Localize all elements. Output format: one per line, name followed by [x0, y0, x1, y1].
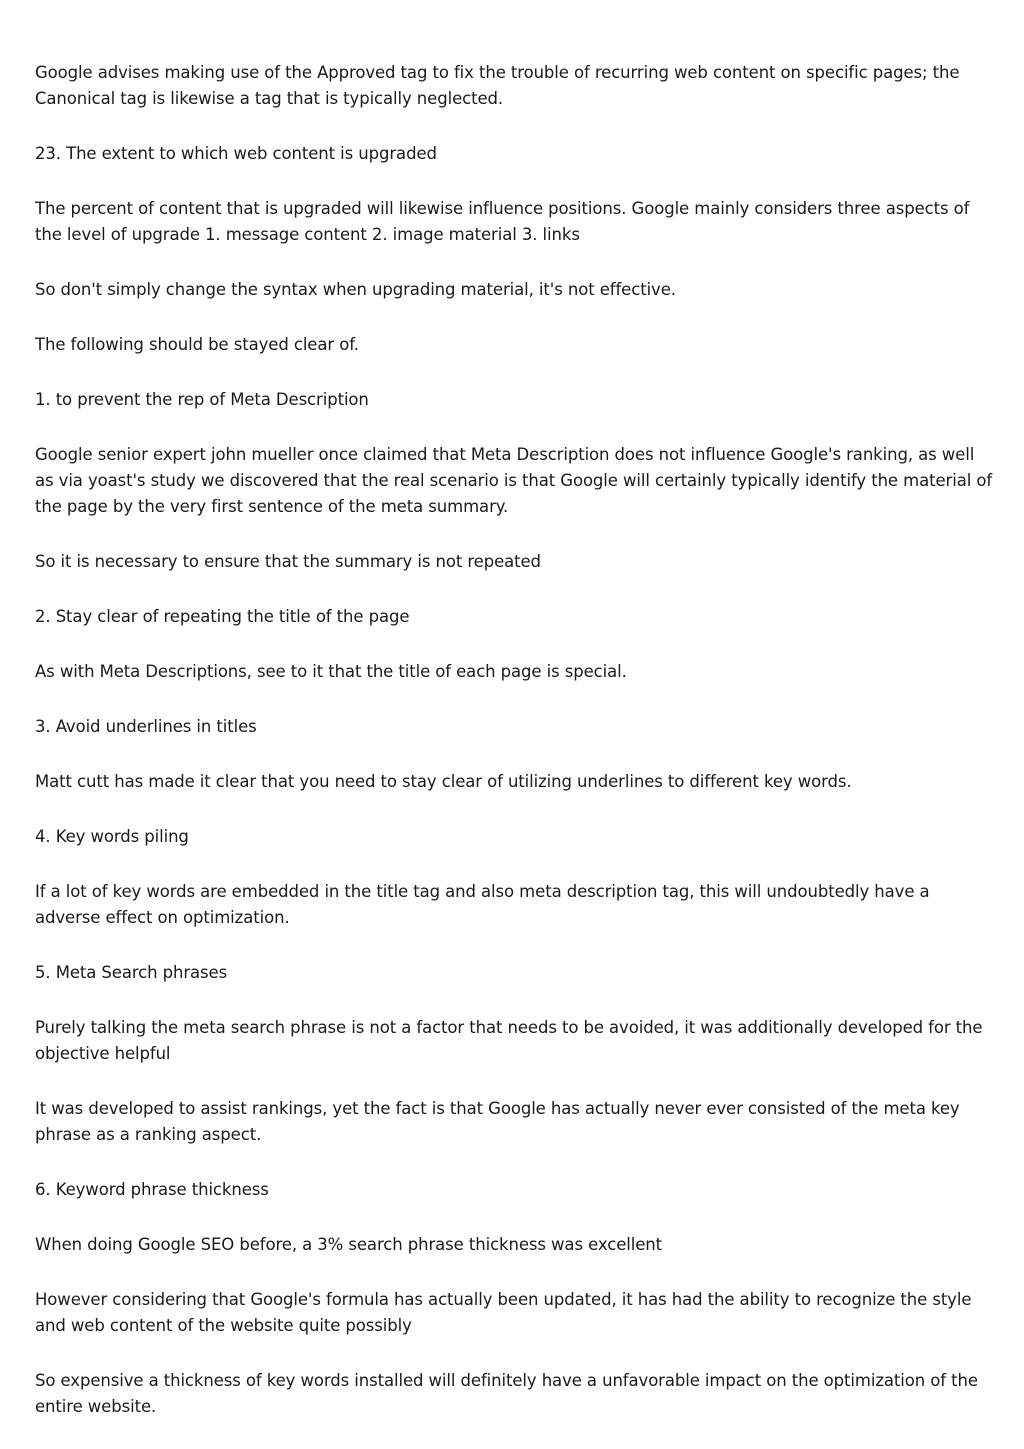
heading-keyword-piling: 4. Key words piling — [35, 827, 189, 846]
heading-content-upgrade-extent: 23. The extent to which web content is upgraded — [35, 144, 437, 163]
paragraph-three-percent: When doing Google SEO before, a 3% search phrase thickness was excellent — [35, 1235, 662, 1254]
paragraph-matt-cutt: Matt cutt has made it clear that you need to stay clear of utilizing underlines to different key words. — [35, 772, 852, 791]
heading-meta-search-phrases: 5. Meta Search phrases — [35, 963, 228, 982]
paragraph-summary-not-repeated: So it is necessary to ensure that the summary is not repeated — [35, 552, 541, 571]
paragraph-canonical-tag: Google advises making use of the Approved tag to fix the trouble of recurring web content on specific pages; the Canonical tag is likewise a tag that is typically neglected. — [35, 63, 960, 108]
document-body — [35, 60, 995, 1449]
heading-repeating-title: 2. Stay clear of repeating the title of the page — [35, 607, 410, 626]
paragraph-john-mueller: Google senior expert john mueller once claimed that Meta Description does not influence Google's ranking, as well as via yoast's study we discovered that the real scenario is that Google will certainly typically identify the material of the page by the very first sentence of the meta summary. — [35, 445, 993, 516]
paragraph-avoid-list-intro: The following should be stayed clear of. — [35, 335, 359, 354]
paragraph-meta-key-phrase: It was developed to assist rankings, yet the fact is that Google has actually never ever consisted of the meta key phrase as a ranking aspect. — [35, 1099, 960, 1144]
paragraph-title-special: As with Meta Descriptions, see to it that the title of each page is special. — [35, 662, 627, 681]
heading-meta-description-rep: 1. to prevent the rep of Meta Description — [35, 390, 369, 409]
paragraph-percent-upgraded: The percent of content that is upgraded will likewise influence positions. Google mainly considers three aspects of the level of upgrade 1. message content 2. image material 3. links — [35, 199, 970, 244]
heading-keyword-thickness: 6. Keyword phrase thickness — [35, 1180, 269, 1199]
paragraph-formula-updated: However considering that Google's formula has actually been updated, it has had the ability to recognize the style and web content of the website quite possibly — [35, 1290, 972, 1335]
paragraph-meta-search-factor: Purely talking the meta search phrase is not a factor that needs to be avoided, it was additionally developed for the objective helpful — [35, 1018, 983, 1063]
paragraph-syntax-change: So don't simply change the syntax when upgrading material, it's not effective. — [35, 280, 676, 299]
paragraph-keyword-piling: If a lot of key words are embedded in the title tag and also meta description tag, this will undoubtedly have a adverse effect on optimization. — [35, 882, 930, 927]
paragraph-unfavorable-impact: So expensive a thickness of key words installed will definitely have a unfavorable impact on the optimization of the entire website. — [35, 1371, 978, 1416]
heading-underlines: 3. Avoid underlines in titles — [35, 717, 257, 736]
